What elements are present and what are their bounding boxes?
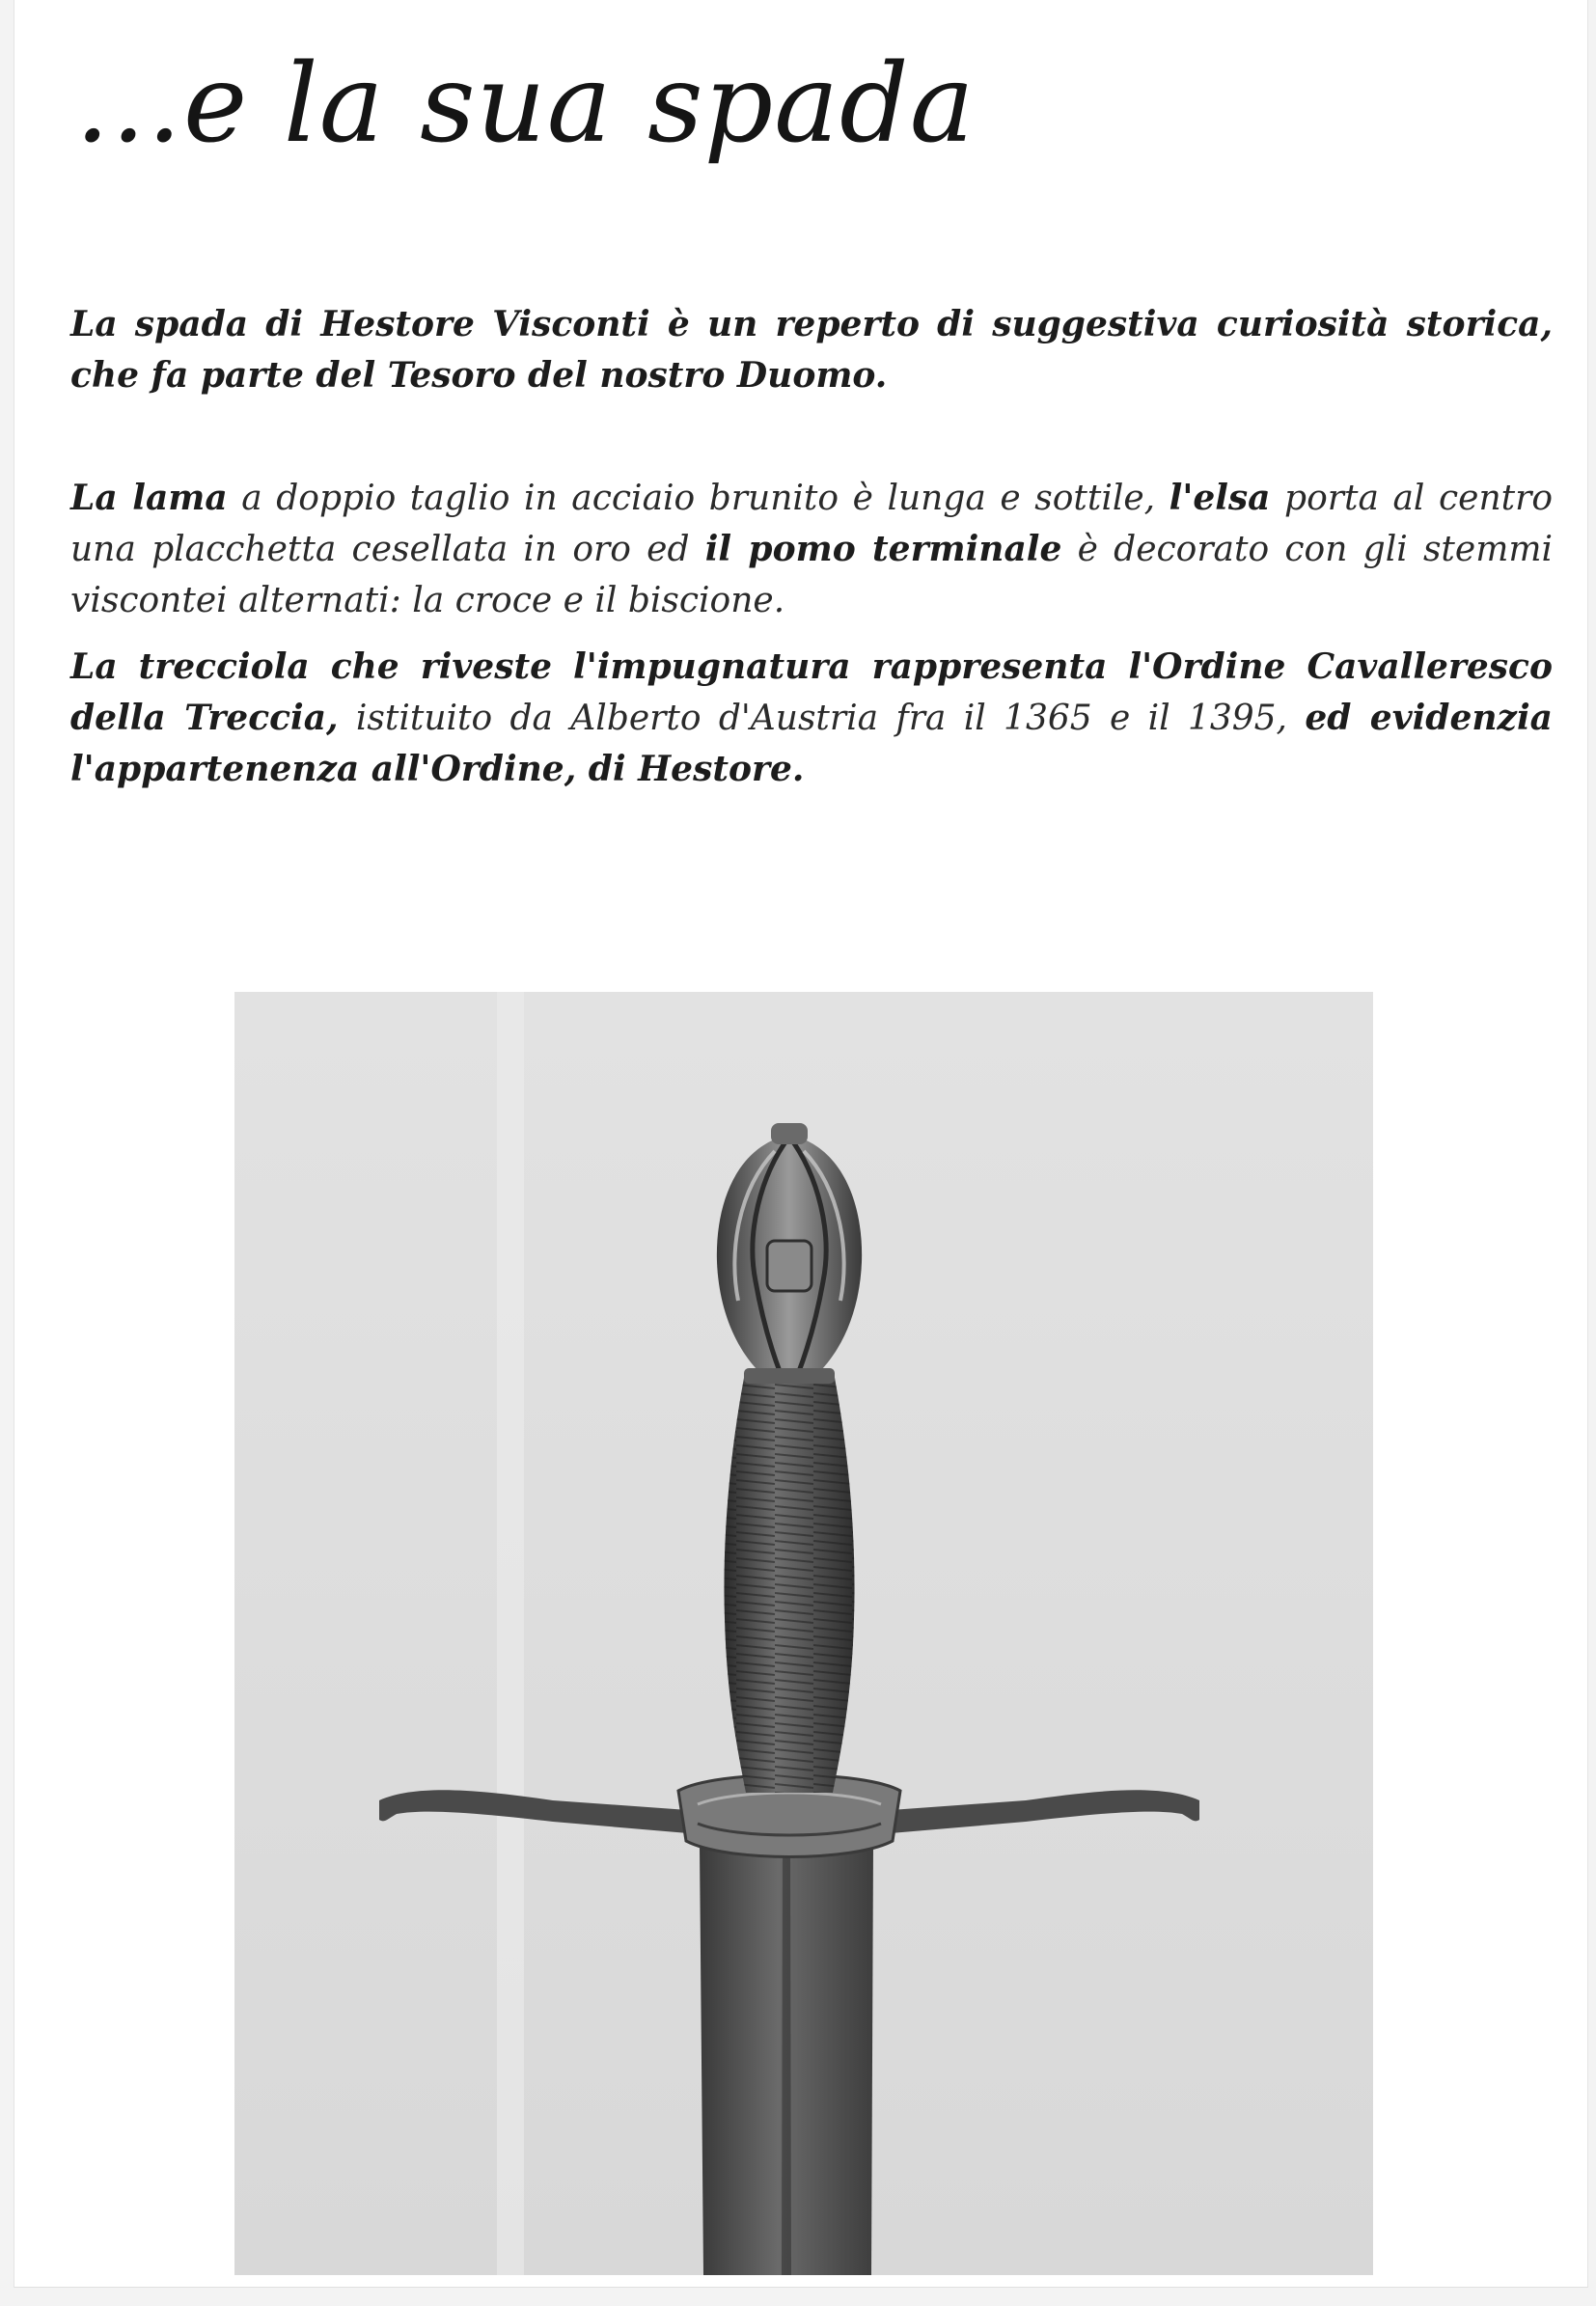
term-blade: La lama (70, 478, 228, 518)
term-pommel: il pomo terminale (704, 529, 1062, 569)
pommel-button (771, 1123, 808, 1144)
text-blade: a doppio taglio in acciaio brunito è lunga e sottile, (227, 479, 1169, 518)
text-order-dates: istituito da Alberto d'Austria fra il 1365 e il 1395, (338, 699, 1306, 738)
blade-fuller (782, 1855, 791, 2275)
document-page (14, 0, 1588, 2288)
paragraph-order (70, 642, 1553, 795)
page-title: …e la sua spada (74, 41, 976, 167)
sword-photo (234, 992, 1373, 2275)
paragraph-description-text (70, 473, 1553, 626)
pommel-shield (767, 1241, 812, 1291)
text-order-membership: ed evidenzia l'appartenenza all'Ordine, di Hestore. (70, 698, 1554, 789)
paragraph-order-text (70, 642, 1553, 795)
paragraph-intro-text: La spada di Hestore Visconti è un reperto di suggestiva curiosità storica, che fa parte del Tesoro del nostro Duomo. (70, 304, 1553, 396)
paragraph-intro (70, 299, 1553, 401)
scan-streak (497, 992, 524, 2275)
grip-braid (724, 1378, 854, 1793)
sword-illustration (234, 992, 1373, 2275)
pommel-collar (744, 1368, 835, 1384)
term-hilt: l'elsa (1169, 478, 1271, 518)
text-order-name: La trecciola che riveste l'impugnatura rappresenta l'Ordine Cavalleresco della Treccia, (70, 646, 1553, 738)
text-hilt: porta al centro una placchetta cesellata in oro ed (70, 479, 1553, 569)
paragraph-description (70, 473, 1553, 626)
text-pommel: è decorato con gli stemmi viscontei alternati: la croce e il biscione. (70, 530, 1553, 620)
